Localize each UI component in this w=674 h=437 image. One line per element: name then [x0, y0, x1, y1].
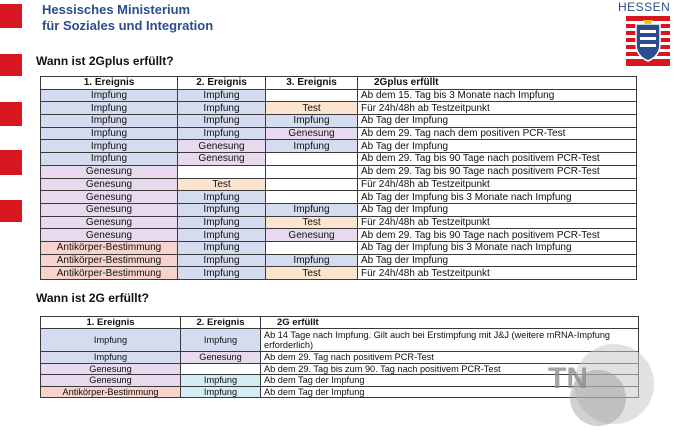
event-cell: Test	[266, 216, 358, 229]
result-cell: Ab Tag der Impfung	[358, 203, 637, 216]
event-cell: Genesung	[41, 178, 178, 191]
event-cell: Impfung	[178, 191, 266, 204]
table-row	[41, 178, 637, 191]
event-cell: Impfung	[178, 267, 266, 280]
result-cell: Ab dem Tag der Impfung	[261, 375, 639, 387]
ministry-line-2: für Soziales und Integration	[42, 18, 214, 33]
column-header: 2. Ereignis	[178, 77, 266, 90]
result-cell: Ab 14 Tage nach Impfung. Gilt auch bei Erstimpfung mit J&J (weitere mRNA-Impfung erforderlich)	[261, 329, 639, 352]
event-cell: Genesung	[266, 127, 358, 140]
result-cell: Für 24h/48h ab Testzeitpunkt	[358, 102, 637, 115]
event-cell: Impfung	[41, 127, 178, 140]
event-cell	[266, 178, 358, 191]
event-cell: Impfung	[181, 329, 261, 352]
table-row	[41, 140, 637, 153]
event-cell	[266, 89, 358, 102]
event-cell: Impfung	[178, 229, 266, 242]
column-header: 1. Ereignis	[41, 77, 178, 90]
result-cell: Ab Tag der Impfung bis 3 Monate nach Impfung	[358, 191, 637, 204]
result-cell: Ab dem 29. Tag bis zum 90. Tag nach positivem PCR-Test	[261, 363, 639, 375]
event-cell: Impfung	[178, 254, 266, 267]
red-bar-5	[0, 200, 22, 222]
event-cell: Impfung	[178, 241, 266, 254]
event-cell: Genesung	[41, 363, 181, 375]
table-row	[41, 102, 637, 115]
event-cell: Test	[266, 102, 358, 115]
event-cell: Impfung	[178, 102, 266, 115]
event-cell: Impfung	[178, 216, 266, 229]
event-cell: Impfung	[41, 115, 178, 128]
red-bar-2	[0, 54, 22, 76]
event-cell: Impfung	[41, 329, 181, 352]
column-header: 3. Ereignis	[266, 77, 358, 90]
red-bar-3	[0, 102, 22, 126]
event-cell: Antikörper-Bestimmung	[41, 386, 181, 398]
result-cell: Ab dem 29. Tag bis 90 Tage nach positivem PCR-Test	[358, 153, 637, 166]
table-2gplus-body	[41, 89, 637, 279]
red-bar-4	[0, 150, 22, 175]
table-row	[41, 191, 637, 204]
column-header: 2. Ereignis	[181, 317, 261, 329]
watermark-text: TN	[548, 362, 588, 395]
event-cell	[266, 241, 358, 254]
header-row	[41, 77, 637, 90]
event-cell	[266, 165, 358, 178]
table-row	[41, 229, 637, 242]
event-cell: Genesung	[41, 229, 178, 242]
event-cell: Antikörper-Bestimmung	[41, 241, 178, 254]
event-cell	[266, 191, 358, 204]
event-cell: Test	[266, 267, 358, 280]
event-cell: Impfung	[266, 203, 358, 216]
event-cell: Genesung	[41, 375, 181, 387]
column-header: 2Gplus erfüllt	[358, 77, 637, 90]
coat-of-arms-icon	[626, 16, 670, 66]
event-cell: Test	[178, 178, 266, 191]
event-cell: Impfung	[178, 127, 266, 140]
table-row	[41, 216, 637, 229]
event-cell: Impfung	[266, 254, 358, 267]
event-cell: Genesung	[178, 153, 266, 166]
header-row	[41, 317, 639, 329]
result-cell: Für 24h/48h ab Testzeitpunkt	[358, 178, 637, 191]
table-row	[41, 203, 637, 216]
event-cell: Impfung	[178, 89, 266, 102]
table-row	[41, 165, 637, 178]
event-cell: Impfung	[41, 140, 178, 153]
event-cell: Impfung	[266, 140, 358, 153]
event-cell: Antikörper-Bestimmung	[41, 267, 178, 280]
event-cell: Genesung	[266, 229, 358, 242]
event-cell: Genesung	[41, 165, 178, 178]
table-2gplus	[40, 76, 637, 280]
red-bar-1	[0, 4, 22, 28]
table-2gplus-header	[41, 77, 637, 90]
event-cell: Genesung	[181, 352, 261, 364]
table-2g-header	[41, 317, 639, 329]
result-cell: Ab Tag der Impfung	[358, 115, 637, 128]
result-cell: Ab Tag der Impfung bis 3 Monate nach Impfung	[358, 241, 637, 254]
column-header: 2G erfüllt	[261, 317, 639, 329]
result-cell: Ab dem 29. Tag nach dem positiven PCR-Test	[358, 127, 637, 140]
result-cell: Für 24h/48h ab Testzeitpunkt	[358, 267, 637, 280]
event-cell: Impfung	[178, 115, 266, 128]
section-2g-title: Wann ist 2G erfüllt?	[36, 291, 149, 305]
result-cell: Für 24h/48h ab Testzeitpunkt	[358, 216, 637, 229]
ministry-line-1: Hessisches Ministerium	[42, 2, 191, 17]
event-cell	[181, 363, 261, 375]
event-cell: Impfung	[41, 102, 178, 115]
table-row	[41, 89, 637, 102]
tn-watermark-icon	[548, 336, 658, 426]
event-cell	[266, 153, 358, 166]
event-cell: Impfung	[41, 89, 178, 102]
event-cell: Genesung	[41, 203, 178, 216]
event-cell: Antikörper-Bestimmung	[41, 254, 178, 267]
result-cell: Ab dem 29. Tag bis 90 Tage nach positivem PCR-Test	[358, 165, 637, 178]
table-row	[41, 153, 637, 166]
event-cell: Impfung	[181, 375, 261, 387]
result-cell: Ab dem 29. Tag bis 90 Tage nach positivem PCR-Test	[358, 229, 637, 242]
event-cell: Impfung	[178, 203, 266, 216]
event-cell: Impfung	[266, 115, 358, 128]
event-cell: Genesung	[41, 191, 178, 204]
table-row	[41, 127, 637, 140]
event-cell: Genesung	[178, 140, 266, 153]
event-cell	[178, 165, 266, 178]
table-row	[41, 267, 637, 280]
logo-text: HESSEN	[618, 0, 671, 14]
result-cell: Ab Tag der Impfung	[358, 140, 637, 153]
table-row	[41, 115, 637, 128]
result-cell: Ab Tag der Impfung	[358, 254, 637, 267]
result-cell: Ab dem 29. Tag nach positivem PCR-Test	[261, 352, 639, 364]
ministry-name	[42, 2, 213, 34]
column-header: 1. Ereignis	[41, 317, 181, 329]
event-cell: Impfung	[41, 153, 178, 166]
event-cell: Genesung	[41, 216, 178, 229]
event-cell: Impfung	[181, 386, 261, 398]
section-2gplus-title: Wann ist 2Gplus erfüllt?	[36, 54, 174, 68]
hessen-logo	[618, 0, 674, 72]
result-cell: Ab dem Tag der Impfung	[261, 386, 639, 398]
table-row	[41, 241, 637, 254]
table-row	[41, 254, 637, 267]
result-cell: Ab dem 15. Tag bis 3 Monate nach Impfung	[358, 89, 637, 102]
event-cell: Impfung	[41, 352, 181, 364]
